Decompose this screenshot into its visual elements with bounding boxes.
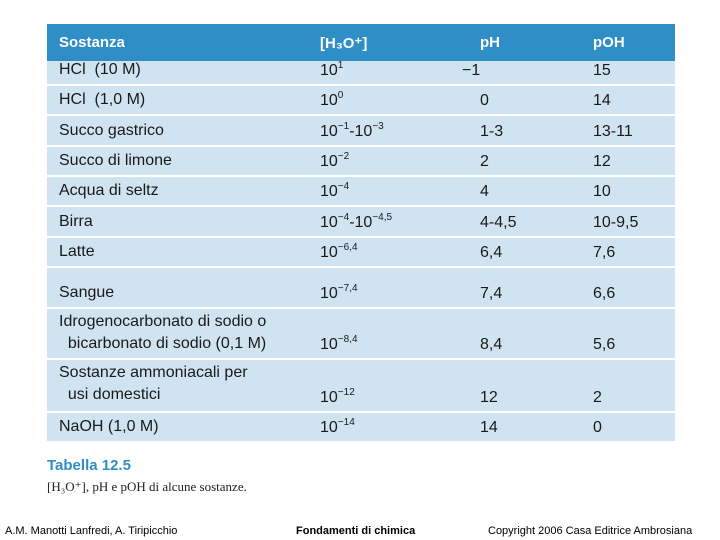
cell-h3o: $10^{-1}-10^{-3}$: [320, 121, 384, 140]
cell-poh: 13-11: [593, 123, 633, 140]
table-row: [47, 238, 675, 268]
cell-substance: Latte: [59, 243, 95, 260]
cell-ph: 6,4: [480, 244, 503, 261]
cell-poh: 6,6: [593, 285, 616, 302]
table-row: [47, 86, 675, 116]
cell-poh: 0: [593, 419, 602, 436]
cell-poh: 15: [593, 62, 611, 79]
table-row: [47, 360, 675, 413]
cell-h3o: $10^{-7,4}$: [320, 283, 358, 302]
cell-poh: 10-9,5: [593, 214, 639, 231]
data-table: [47, 24, 675, 443]
cell-ph: 0: [480, 92, 489, 109]
cell-poh: 5,6: [593, 336, 616, 353]
cell-poh: 7,6: [593, 244, 616, 261]
cell-substance: Sangue: [59, 284, 115, 301]
footer-book: Fondamenti di chimica: [296, 525, 416, 537]
cell-poh: 12: [593, 153, 611, 170]
cell-substance: Succo di limone: [59, 152, 172, 169]
table-row: [47, 413, 675, 443]
header-substance: Sostanza: [59, 34, 125, 51]
cell-ph: 2: [480, 153, 489, 170]
cell-h3o: $10^{-8,4}$: [320, 334, 358, 353]
caption-title: Tabella 12.5: [47, 457, 131, 474]
cell-substance: HCl (10 M): [59, 61, 141, 78]
cell-h3o: $10^{-14}$: [320, 417, 355, 436]
cell-h3o: $10^{-2}$: [320, 151, 350, 170]
table-row: [47, 177, 675, 207]
table-row: [47, 309, 675, 360]
cell-substance: HCl (1,0 M): [59, 91, 146, 108]
table-row: [47, 116, 675, 147]
cell-substance: Succo gastrico: [59, 122, 164, 139]
footer-authors: A.M. Manotti Lanfredi, A. Tiripicchio: [5, 525, 178, 537]
cell-h3o: $10^{-4}$: [320, 181, 350, 200]
cell-ph: 7,4: [480, 285, 503, 302]
table-row: [47, 147, 675, 177]
table-row: [47, 268, 675, 309]
header-poh: pOH: [593, 34, 625, 51]
cell-substance: Acqua di seltz: [59, 182, 159, 199]
cell-poh: 10: [593, 183, 611, 200]
cell-poh: 2: [593, 389, 602, 406]
cell-h3o: $10^{-6,4}$: [320, 242, 358, 261]
cell-h3o: $10^0$: [320, 90, 344, 109]
cell-h3o: $10^{-4}-10^{-4,5}$: [320, 212, 393, 231]
table-row: [47, 207, 675, 238]
cell-h3o: $10^1$: [320, 60, 344, 79]
cell-substance: Idrogenocarbonato di sodio o bicarbonato di sodio (0,1 M): [59, 313, 267, 352]
cell-ph: 12: [480, 389, 498, 406]
table-row: [47, 56, 675, 86]
cell-substance: Birra: [59, 213, 93, 230]
cell-ph: −1: [462, 62, 481, 79]
cell-ph: 4-4,5: [480, 214, 517, 231]
footer-copyright: Copyright 2006 Casa Editrice Ambrosiana: [488, 525, 693, 537]
cell-ph: 1-3: [480, 123, 504, 140]
cell-ph: 8,4: [480, 336, 503, 353]
cell-substance: Sostanze ammoniacali per usi domestici: [59, 364, 248, 403]
cell-ph: 4: [480, 183, 489, 200]
cell-ph: 14: [480, 419, 498, 436]
header-ph: pH: [480, 34, 500, 51]
header-h3o: [H₃O⁺]: [320, 35, 368, 52]
cell-h3o: $10^{-12}$: [320, 387, 355, 406]
cell-substance: NaOH (1,0 M): [59, 418, 159, 435]
caption-text: [H₃O⁺], pH e pOH di alcune sostanze.: [47, 479, 247, 494]
cell-poh: 14: [593, 92, 611, 109]
